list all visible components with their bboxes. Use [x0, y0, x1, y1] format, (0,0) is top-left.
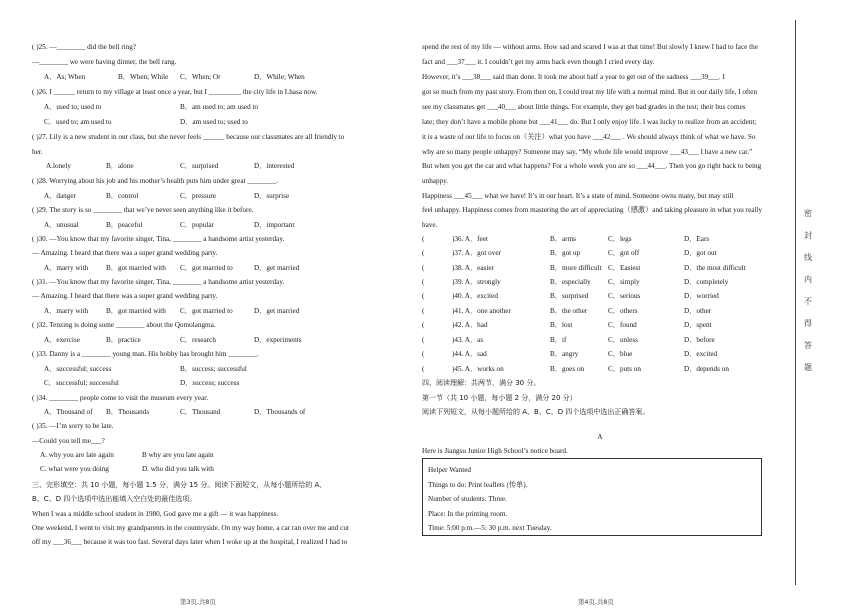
- option-label: B．Thousands: [106, 408, 150, 416]
- option-label: D．completely: [684, 278, 729, 286]
- option-label: )41. A．one another: [452, 307, 511, 315]
- option-label: B why are you late again: [142, 451, 214, 459]
- option-label: (: [422, 235, 425, 243]
- option-label: D．spent: [684, 321, 712, 329]
- text-line: —________ we were having dinner, the bell rang.: [32, 58, 177, 66]
- option-label: B．success; successful: [180, 365, 247, 373]
- option-label: B．alone: [106, 162, 134, 170]
- option-label: D．important: [254, 221, 295, 229]
- option-label: D．get married: [254, 307, 300, 315]
- option-label: A．exercise: [44, 336, 80, 344]
- section-instruction: 三、完形填空：共 10 小题，每小题 1.5 分，满分 15 分。阅读下面短文，从每小题所给的 A、: [32, 481, 327, 489]
- notice-board-box: [422, 458, 762, 536]
- text-line: her.: [32, 148, 43, 156]
- text-line: have.: [422, 221, 438, 229]
- option-label: C．used to; am used to: [44, 118, 112, 126]
- text-line: fact and ___37___ it. I couldn’t get my arms back even though I cried every day.: [422, 58, 655, 66]
- text-line: see my classmates get ___40___ about little things. For example, they get bad grades in the test; their bus comes: [422, 103, 746, 111]
- option-label: D．excited: [684, 350, 718, 358]
- option-label: A.lonely: [46, 162, 71, 170]
- text-line: A: [597, 433, 603, 441]
- text-line: But when you get the car and what happens? For a whole week you are so ___44___. Then you go right back to being: [422, 162, 762, 170]
- text-line: late; they don’t have a mobile phone but ___41___ do. But I only enjoy life. I was lucky to realize from an accident;: [422, 118, 757, 126]
- option-label: C．others: [608, 307, 638, 315]
- option-label: C．When; Or: [180, 73, 221, 81]
- option-label: B．if: [550, 336, 567, 344]
- option-label: (: [422, 365, 425, 373]
- option-label: B．control: [106, 192, 139, 200]
- option-label: B．lost: [550, 321, 573, 329]
- option-label: D．Ears: [684, 235, 710, 243]
- option-label: C．serious: [608, 292, 641, 300]
- option-label: )39. A．strongly: [452, 278, 501, 286]
- option-label: C．Thousand: [180, 408, 221, 416]
- option-label: B．more difficult: [550, 264, 602, 272]
- section-instruction: B、C、D 四个选项中选出能填入空白处的最佳选项。: [32, 495, 197, 503]
- text-line: ( )32. Tenzing is doing some ________ about the Qomolangma.: [32, 321, 216, 329]
- option-label: C．pressure: [180, 192, 216, 200]
- seal-char: 得: [804, 319, 812, 328]
- option-label: B．goes on: [550, 365, 585, 373]
- option-label: A．marry with: [44, 264, 89, 272]
- option-label: A．As; When: [44, 73, 86, 81]
- option-label: A．Thousand of: [44, 408, 93, 416]
- option-label: D．While; When: [254, 73, 305, 81]
- option-label: C．found: [608, 321, 637, 329]
- text-line: unhappy.: [422, 177, 449, 185]
- option-label: D．surprise: [254, 192, 290, 200]
- option-label: C．surprised: [180, 162, 219, 170]
- option-label: A．used to; used to: [44, 103, 102, 111]
- section-instruction: 阅读下列短文，从每小题所给的 A、B、C、D 四个选项中选出正确答案。: [422, 408, 650, 416]
- seal-line: [795, 20, 796, 585]
- text-line: However, it’s ___38___ said than done. It took me about half a year to get out of the sadness ___39___. I: [422, 73, 725, 81]
- option-label: B．practice: [106, 336, 141, 344]
- text-line: — Amazing. I heard that there was a super grand wedding party.: [32, 249, 218, 257]
- seal-char: 封: [804, 231, 812, 240]
- option-label: A．unusual: [44, 221, 79, 229]
- option-label: D．got out: [684, 249, 717, 257]
- option-label: B．When; While: [118, 73, 169, 81]
- option-label: A．successful; success: [44, 365, 112, 373]
- option-label: (: [422, 249, 425, 257]
- text-line: Happiness ___45___ what we have! It’s in our heart. It’s a state of mind. Someone owns many, but may still: [422, 192, 734, 200]
- option-label: (: [422, 350, 425, 358]
- option-label: B．am used to; am used to: [180, 103, 259, 111]
- text-line: ( )29. The story is so ________ that we’ve never seen anything like it before.: [32, 206, 254, 214]
- option-label: D．worried: [684, 292, 719, 300]
- text-line: spend the rest of my life — without arms. How sad and scared I was at that time! But slowly I knew I had to face the: [422, 43, 758, 51]
- option-label: B．got married with: [106, 307, 166, 315]
- option-label: D．before: [684, 336, 715, 344]
- text-line: ( )30. —You know that my favorite singer, Tina, ________ a handsome artist yesterday.: [32, 235, 285, 243]
- seal-char: 线: [804, 253, 812, 262]
- option-label: A．danger: [44, 192, 76, 200]
- text-line: got so much from my past story. From then on, I could treat my life with a normal mind. But in our daily life, I often: [422, 88, 758, 96]
- option-label: (: [422, 336, 425, 344]
- text-line: ( )31. —You know that my favorite singer, Tina, ________ a handsome artist yesterday.: [32, 278, 285, 286]
- option-label: )45. A．works on: [452, 365, 504, 373]
- option-label: C．Easiest: [608, 264, 641, 272]
- text-line: ( )34. ________ people come to visit the museum every year.: [32, 394, 209, 402]
- text-line: — Amazing. I heard that there was a super grand wedding party.: [32, 292, 218, 300]
- option-label: )44. A．sad: [452, 350, 487, 358]
- option-label: (: [422, 292, 425, 300]
- option-label: C．got off: [608, 249, 640, 257]
- option-label: C．got married to: [180, 307, 233, 315]
- option-label: B．especially: [550, 278, 591, 286]
- seal-char: 内: [804, 275, 812, 284]
- seal-char: 不: [804, 297, 812, 306]
- text-line: When I was a middle school student in 1980, God gave me a gift — it was happiness.: [32, 510, 279, 518]
- option-label: )42. A．had: [452, 321, 488, 329]
- option-label: B．surprised: [550, 292, 589, 300]
- page-number-left: 第3页,共8页: [180, 598, 216, 606]
- option-label: (: [422, 321, 425, 329]
- option-label: )38. A．easier: [452, 264, 494, 272]
- option-label: D．interested: [254, 162, 295, 170]
- text-line: ( )35. —I’m sorry to be late.: [32, 422, 114, 430]
- option-label: C．simply: [608, 278, 640, 286]
- option-label: B．got up: [550, 249, 581, 257]
- option-label: C．unless: [608, 336, 638, 344]
- text-line: it is a waste of our life to focus on（关注）what you have ___42___ . We should always think of what we have. So: [422, 133, 756, 141]
- option-label: D．am used to; used to: [180, 118, 248, 126]
- text-line: ( )26. I ______ return to my village at least once a year, but I _________ the city life in Lhasa now.: [32, 88, 318, 96]
- page-number-right: 第4页,共8页: [578, 598, 614, 606]
- notice-line: Things to do: Print leaflets (传单).: [428, 480, 528, 489]
- option-label: D．Thousands of: [254, 408, 306, 416]
- text-line: Here is Jiangsu Junior High School’s notice board.: [422, 447, 568, 455]
- text-line: ( )28. Worrying about his job and his mother’s health puts him under great ________.: [32, 177, 278, 185]
- text-line: ( )25. —________ did the bell ring?: [32, 43, 137, 51]
- option-label: D．experiments: [254, 336, 302, 344]
- text-line: feel unhappy. Happiness comes from mastering the art of appreciating（感激）and taking pleasure in what you really: [422, 206, 763, 214]
- option-label: )37. A．got over: [452, 249, 501, 257]
- section-instruction: 第一节（共 10 小题，每小题 2 分，满分 20 分）: [422, 394, 577, 402]
- text-line: One weekend, I went to visit my grandparents in the countryside. On my way home, a car ran over me and cut: [32, 524, 349, 532]
- notice-line: Time: 5:00 p.m.—5: 30 p.m. next Tuesday.: [428, 524, 552, 532]
- option-label: D．other: [684, 307, 712, 315]
- text-line: ( )27. Lily is a new student in our class, but she never feels ______ because our classmates are all friendly to: [32, 133, 345, 141]
- option-label: C．research: [180, 336, 216, 344]
- option-label: )43. A．as: [452, 336, 484, 344]
- option-label: C．blue: [608, 350, 633, 358]
- option-label: B．got married with: [106, 264, 166, 272]
- option-label: (: [422, 278, 425, 286]
- seal-char: 密: [804, 209, 812, 218]
- option-label: B．the other: [550, 307, 588, 315]
- text-line: why are so many people unhappy? Someone may say, “My whole life would improve ___43___ I have a new car.”: [422, 148, 753, 156]
- option-label: C．popular: [180, 221, 214, 229]
- option-label: D．the most difficult: [684, 264, 746, 272]
- option-label: A．marry with: [44, 307, 89, 315]
- text-line: —Could you tell me___?: [32, 437, 105, 445]
- option-label: B．peaceful: [106, 221, 143, 229]
- option-label: (: [422, 264, 425, 272]
- option-label: D．depends on: [684, 365, 729, 373]
- option-label: B．angry: [550, 350, 579, 358]
- option-label: C．got married to: [180, 264, 233, 272]
- option-label: B．arms: [550, 235, 576, 243]
- seal-char: 题: [804, 363, 812, 372]
- option-label: (: [422, 307, 425, 315]
- seal-char: 答: [804, 341, 812, 350]
- section-instruction: 四、阅读理解：共两节，满分 30 分。: [422, 379, 541, 387]
- option-label: D. who did you talk with: [142, 465, 214, 473]
- option-label: C. what were you doing: [40, 465, 109, 473]
- notice-line: Place: In the printing room.: [428, 509, 508, 518]
- option-label: )40. A．excited: [452, 292, 498, 300]
- notice-line: Number of students: Three.: [428, 495, 507, 503]
- notice-title: Helper Wanted: [428, 466, 471, 474]
- text-line: ( )33. Danny is a ________ young man. His hobby has brought him ________.: [32, 350, 259, 358]
- option-label: )36. A．feet: [452, 235, 488, 243]
- option-label: A. why you are late again: [40, 451, 114, 459]
- text-line: off my ___36___ because it was too fast. Several days later when I woke up at the hospital, I realized I had to: [32, 538, 348, 546]
- option-label: C．legs: [608, 235, 632, 243]
- option-label: C．successful; successful: [44, 379, 119, 387]
- option-label: C．puts on: [608, 365, 641, 373]
- option-label: D．get married: [254, 264, 300, 272]
- option-label: D．success; success: [180, 379, 240, 387]
